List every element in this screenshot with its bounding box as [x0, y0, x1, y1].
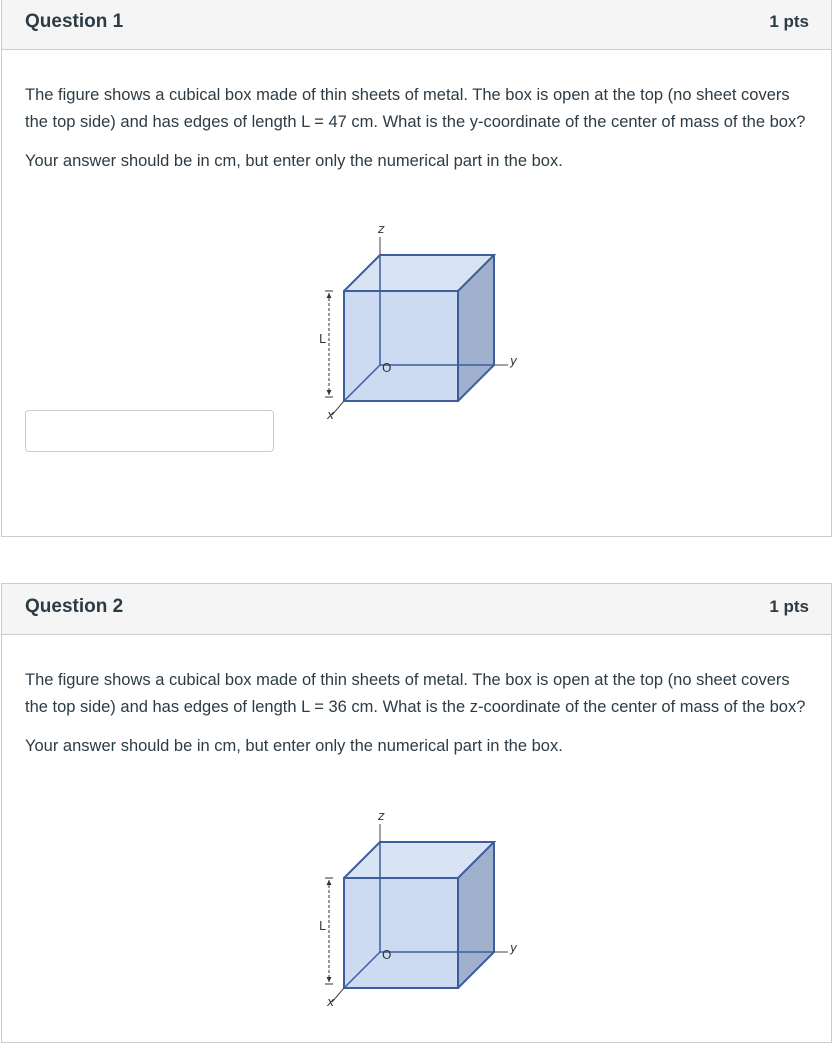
question-title: Question 1 [25, 11, 124, 32]
question-text: The figure shows a cubical box made of thin sheets of metal. The box is open at the top (no sheet covers the top side) and has edges of length L = 36 cm. What is the z-coordinate of the center of mass of the box? [25, 671, 806, 716]
cubical-box-figure [310, 806, 530, 1016]
cubical-box-figure [310, 219, 530, 429]
question-2-card [1, 583, 832, 1043]
z-axis-label: z [378, 809, 385, 823]
question-note: Your answer should be in cm, but enter only the numerical part in the box. [25, 152, 563, 170]
question-points: 1 pts [769, 12, 809, 31]
question-note: Your answer should be in cm, but enter only the numerical part in the box. [25, 737, 563, 755]
y-axis-label: y [510, 354, 518, 368]
question-body [2, 667, 831, 759]
origin-label: O [382, 361, 392, 375]
x-axis-label: x [327, 995, 335, 1009]
question-1-card [1, 0, 832, 537]
question-title: Question 2 [25, 596, 124, 617]
y-axis-label: y [510, 941, 518, 955]
question-header [2, 0, 831, 50]
answer-input[interactable] [25, 410, 274, 452]
length-label: L [319, 332, 326, 346]
length-label: L [319, 919, 326, 933]
question-points: 1 pts [769, 597, 809, 616]
x-axis-label: x [327, 408, 335, 422]
z-axis-label: z [378, 222, 385, 236]
question-body [2, 82, 831, 174]
origin-label: O [382, 948, 392, 962]
question-header [2, 584, 831, 635]
question-text: The figure shows a cubical box made of thin sheets of metal. The box is open at the top (no sheet covers the top side) and has edges of length L = 47 cm. What is the y-coordinate of the center of mass of the box? [25, 86, 806, 131]
